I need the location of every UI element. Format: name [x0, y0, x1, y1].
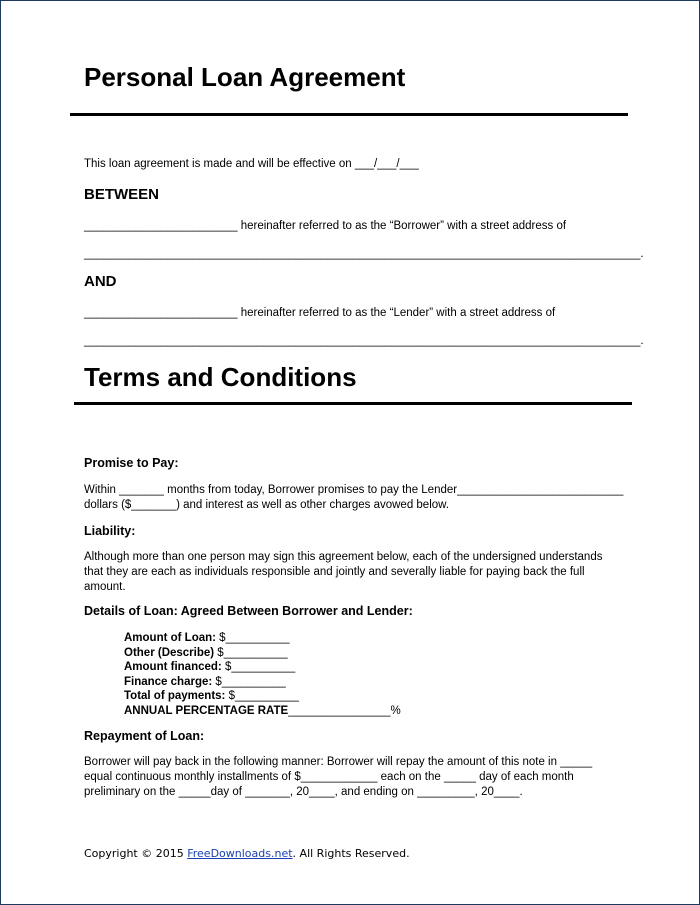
- repayment-heading: Repayment of Loan:: [84, 729, 205, 743]
- detail-row: [124, 646, 401, 661]
- copyright-footer: [84, 847, 410, 860]
- detail-value: $__________: [225, 690, 299, 702]
- detail-label: ANNUAL PERCENTAGE RATE: [124, 704, 289, 717]
- detail-value: ________________%: [288, 704, 401, 717]
- borrower-line: ________________________ hereinafter referred to as the “Borrower” with a street address of: [84, 220, 567, 232]
- detail-label: Finance charge:: [124, 675, 213, 688]
- detail-row: [124, 631, 401, 646]
- between-heading: BETWEEN: [84, 186, 159, 203]
- lender-line: ________________________ hereinafter referred to as the “Lender” with a street address of: [84, 307, 556, 319]
- detail-row: [124, 689, 401, 704]
- terms-divider: [74, 402, 632, 405]
- promise-line-1: Within _______ months from today, Borrower promises to pay the Lender__________________________: [84, 484, 624, 496]
- title-divider: [70, 113, 628, 116]
- repayment-line-1: Borrower will pay back in the following manner: Borrower will repay the amount of this note in _____: [84, 756, 593, 768]
- detail-label: Total of payments:: [124, 690, 226, 702]
- detail-label: Amount financed:: [124, 661, 222, 673]
- document-title: Personal Loan Agreement: [84, 62, 406, 92]
- lender-address-line: _______________________________________________________________________________________.: [84, 335, 644, 347]
- promise-heading: Promise to Pay:: [84, 456, 179, 470]
- detail-label: Amount of Loan:: [124, 632, 216, 644]
- terms-title: Terms and Conditions: [84, 362, 357, 392]
- detail-value: $__________: [214, 646, 288, 659]
- effective-date-line: This loan agreement is made and will be effective on ___/___/___: [84, 158, 419, 170]
- borrower-address-line: _______________________________________________________________________________________.: [84, 248, 644, 260]
- repayment-line-2: equal continuous monthly installments of $____________ each on the _____ day of each month: [84, 771, 574, 783]
- detail-row: [124, 660, 401, 675]
- detail-value: $__________: [212, 675, 286, 688]
- detail-label: Other (Describe): [124, 646, 215, 659]
- promise-line-2: dollars ($_______) and interest as well as other charges avowed below.: [84, 499, 450, 511]
- copyright-suffix: . All Rights Reserved.: [292, 847, 410, 860]
- freedownloads-link[interactable]: FreeDownloads.net: [187, 847, 293, 860]
- detail-value: $__________: [215, 632, 290, 644]
- copyright-prefix: Copyright © 2015: [84, 847, 188, 860]
- liability-heading: Liability:: [84, 524, 136, 538]
- detail-row: [124, 704, 401, 719]
- detail-value: $__________: [221, 661, 296, 673]
- detail-row: [124, 675, 401, 690]
- repayment-line-3: preliminary on the _____day of _______, 20____, and ending on _________, 20____.: [84, 786, 523, 798]
- and-heading: AND: [84, 273, 117, 290]
- liability-text: Although more than one person may sign this agreement below, each of the undersigned understands that they are each as individuals responsible and jointly and severally liable for paying back the full amount.: [84, 551, 603, 593]
- details-heading: Details of Loan: Agreed Between Borrower and Lender:: [84, 604, 413, 618]
- loan-details-list: [124, 631, 401, 718]
